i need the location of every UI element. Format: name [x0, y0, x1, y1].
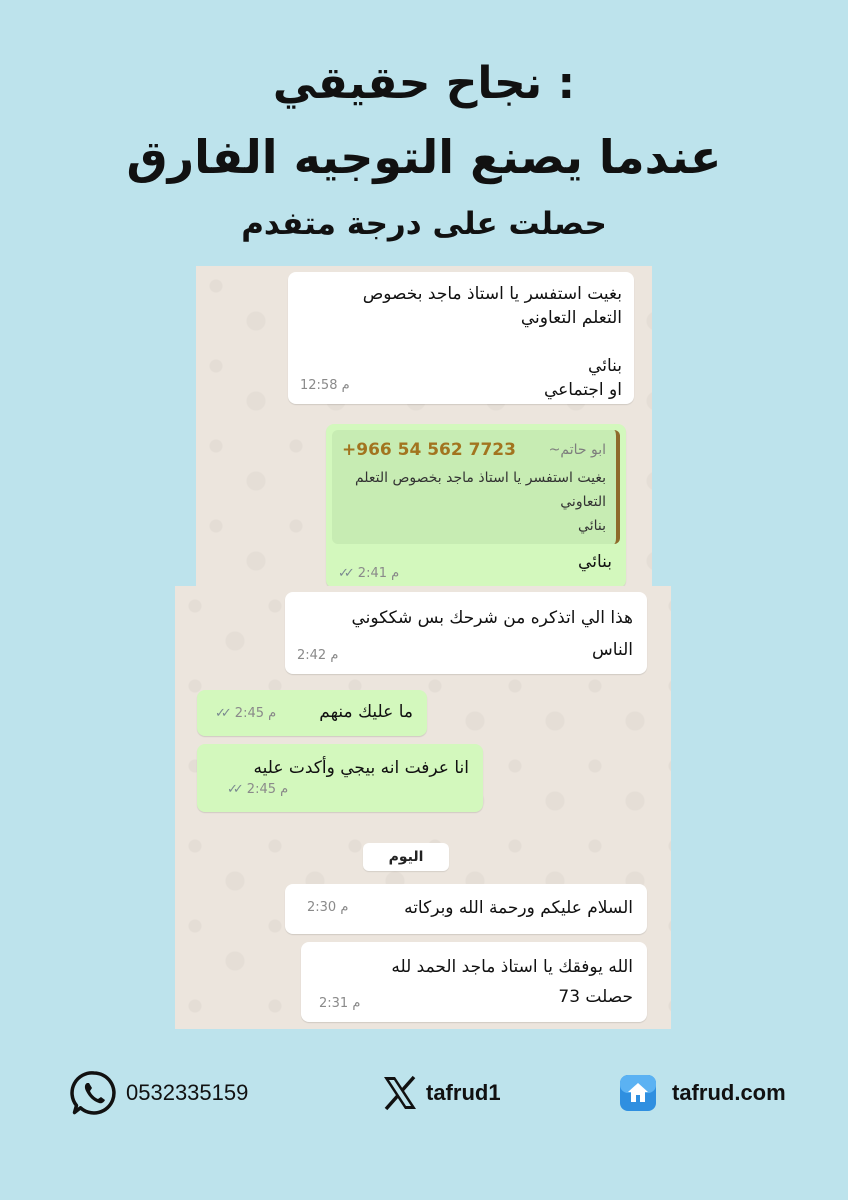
message-text: ما عليك منهم: [319, 702, 413, 722]
message-meta: [215, 702, 276, 726]
footer-x[interactable]: [380, 1068, 501, 1118]
message-text: هذا الي اتذكره من شرحك بس شككوني الناس: [351, 608, 633, 660]
page-subtitle: حصلت على درجة متفدم: [241, 206, 607, 242]
message-time: 2:42 م: [297, 648, 339, 663]
message-bubble: [288, 272, 634, 404]
message-bubble: [285, 592, 647, 674]
page-title-line1: نجاح حقيقي :: [272, 58, 576, 109]
double-check-icon: ✓✓: [215, 706, 227, 721]
home-icon: [618, 1073, 658, 1113]
message-bubble: [197, 690, 427, 736]
message-meta: [227, 778, 288, 802]
message-text: الله يوفقك يا استاذ ماجد الحمد لله حصلت 73: [391, 957, 633, 1007]
message-time: 2:30 م: [307, 900, 349, 915]
quoted-text: بغيت استفسر يا استاذ ماجد بخصوص التعلم التعاوني بنائي: [354, 470, 606, 534]
message-text: بنائي: [578, 552, 612, 572]
footer-phone[interactable]: [70, 1068, 248, 1118]
chat-screenshot-1: [196, 266, 652, 588]
x-handle: tafrud1: [426, 1080, 501, 1105]
message-time: 12:58 م: [300, 378, 350, 393]
message-time: 2:45 م: [246, 782, 289, 797]
chat-screenshot-2: [175, 586, 671, 1029]
double-check-icon: ✓✓: [227, 782, 239, 797]
message-bubble: [301, 942, 647, 1022]
quoted-message[interactable]: [332, 430, 620, 544]
message-meta: [338, 562, 399, 586]
message-bubble: [285, 884, 647, 934]
day-separator: اليوم: [363, 843, 449, 871]
message-bubble: [197, 744, 483, 812]
whatsapp-icon: [70, 1069, 118, 1117]
quoted-sender-name: ~ابو حاتم: [548, 442, 606, 458]
message-time: 2:45 م: [234, 706, 277, 721]
message-time: 2:31 م: [319, 996, 361, 1011]
x-logo-icon: [380, 1073, 420, 1113]
page-title-line2: عندما يصنع التوجيه الفارق: [126, 130, 722, 184]
phone-number: 0532335159: [126, 1080, 249, 1105]
message-text: انا عرفت انه بيجي وأكدت عليه: [253, 758, 469, 778]
message-time: 2:41 م: [357, 566, 400, 581]
message-text: السلام عليكم ورحمة الله وبركاته: [404, 898, 633, 918]
message-bubble: [326, 424, 626, 588]
footer-website[interactable]: [618, 1068, 786, 1118]
website-link[interactable]: tafrud.com: [672, 1080, 786, 1105]
message-text: بغيت استفسر يا استاذ ماجد بخصوص التعلم التعاوني بنائي او اجتماعي: [362, 284, 622, 400]
quoted-sender-number: +966 54 562 7723: [342, 440, 516, 460]
double-check-icon: ✓✓: [338, 566, 350, 581]
